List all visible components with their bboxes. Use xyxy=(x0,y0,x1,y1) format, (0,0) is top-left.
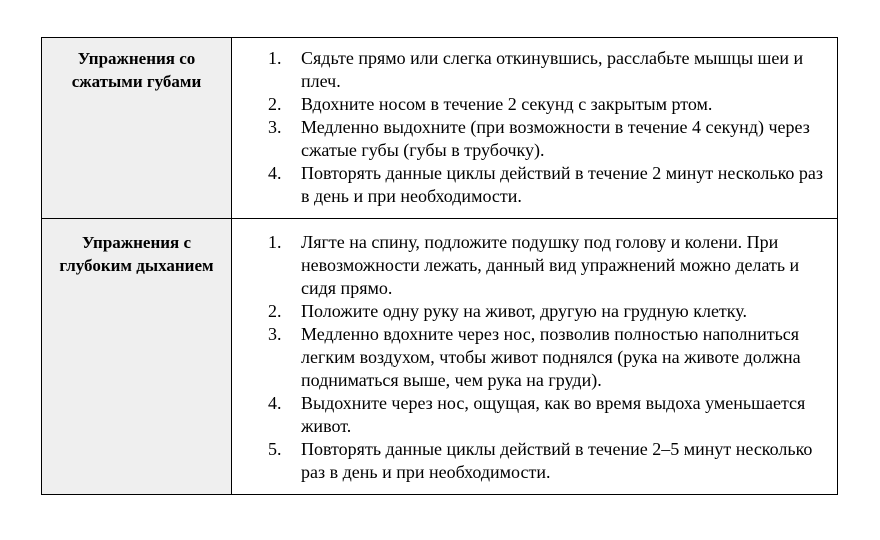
step-number: 1. xyxy=(268,232,282,252)
step-number: 2. xyxy=(268,301,282,321)
step-item xyxy=(232,116,829,162)
step-text: Повторять данные циклы действий в течение 2 минут несколько раз в день и при необходимости. xyxy=(301,163,824,206)
exercise-title: Упражнения со сжатыми губами xyxy=(71,49,202,91)
step-item xyxy=(232,47,829,93)
step-number: 2. xyxy=(268,94,282,114)
step-number: 3. xyxy=(268,117,282,137)
step-text: Положите одну руку на живот, другую на грудную клетку. xyxy=(301,301,747,321)
step-number: 4. xyxy=(268,163,282,183)
exercise-title-cell xyxy=(42,219,232,495)
exercise-row-deep-breathing xyxy=(42,219,838,495)
step-text: Повторять данные циклы действий в течение 2–5 минут несколько раз в день и при необходимости. xyxy=(301,439,813,482)
step-item xyxy=(232,231,829,300)
step-item xyxy=(232,392,829,438)
exercise-title: Упражнения с глубоким дыханием xyxy=(59,233,214,275)
step-text: Сядьте прямо или слегка откинувшись, расслабьте мышцы шеи и плеч. xyxy=(301,48,804,91)
steps-list xyxy=(232,47,829,208)
step-item xyxy=(232,438,829,484)
exercises-table xyxy=(41,37,838,495)
step-text: Лягте на спину, подложите подушку под голову и колени. При невозможности лежать, данный вид упражнений можно делать и сидя прямо. xyxy=(301,232,800,298)
exercise-steps-cell xyxy=(232,219,838,495)
exercise-row-pursed-lips xyxy=(42,38,838,219)
step-number: 4. xyxy=(268,393,282,413)
step-text: Выдохните через нос, ощущая, как во время выдоха уменьшается живот. xyxy=(301,393,806,436)
step-number: 5. xyxy=(268,439,282,459)
step-item xyxy=(232,323,829,392)
step-item xyxy=(232,300,829,323)
step-item xyxy=(232,162,829,208)
exercise-steps-cell xyxy=(232,38,838,219)
step-text: Медленно выдохните (при возможности в течение 4 секунд) через сжатые губы (губы в трубочку). xyxy=(301,117,810,160)
step-number: 1. xyxy=(268,48,282,68)
exercise-title-cell xyxy=(42,38,232,219)
step-text: Медленно вдохните через нос, позволив полностью наполниться легким воздухом, чтобы живот поднялся (рука на животе должна подниматься выше, чем рука на груди). xyxy=(301,324,801,390)
step-number: 3. xyxy=(268,324,282,344)
step-item xyxy=(232,93,829,116)
steps-list xyxy=(232,231,829,484)
step-text: Вдохните носом в течение 2 секунд с закрытым ртом. xyxy=(301,94,713,114)
